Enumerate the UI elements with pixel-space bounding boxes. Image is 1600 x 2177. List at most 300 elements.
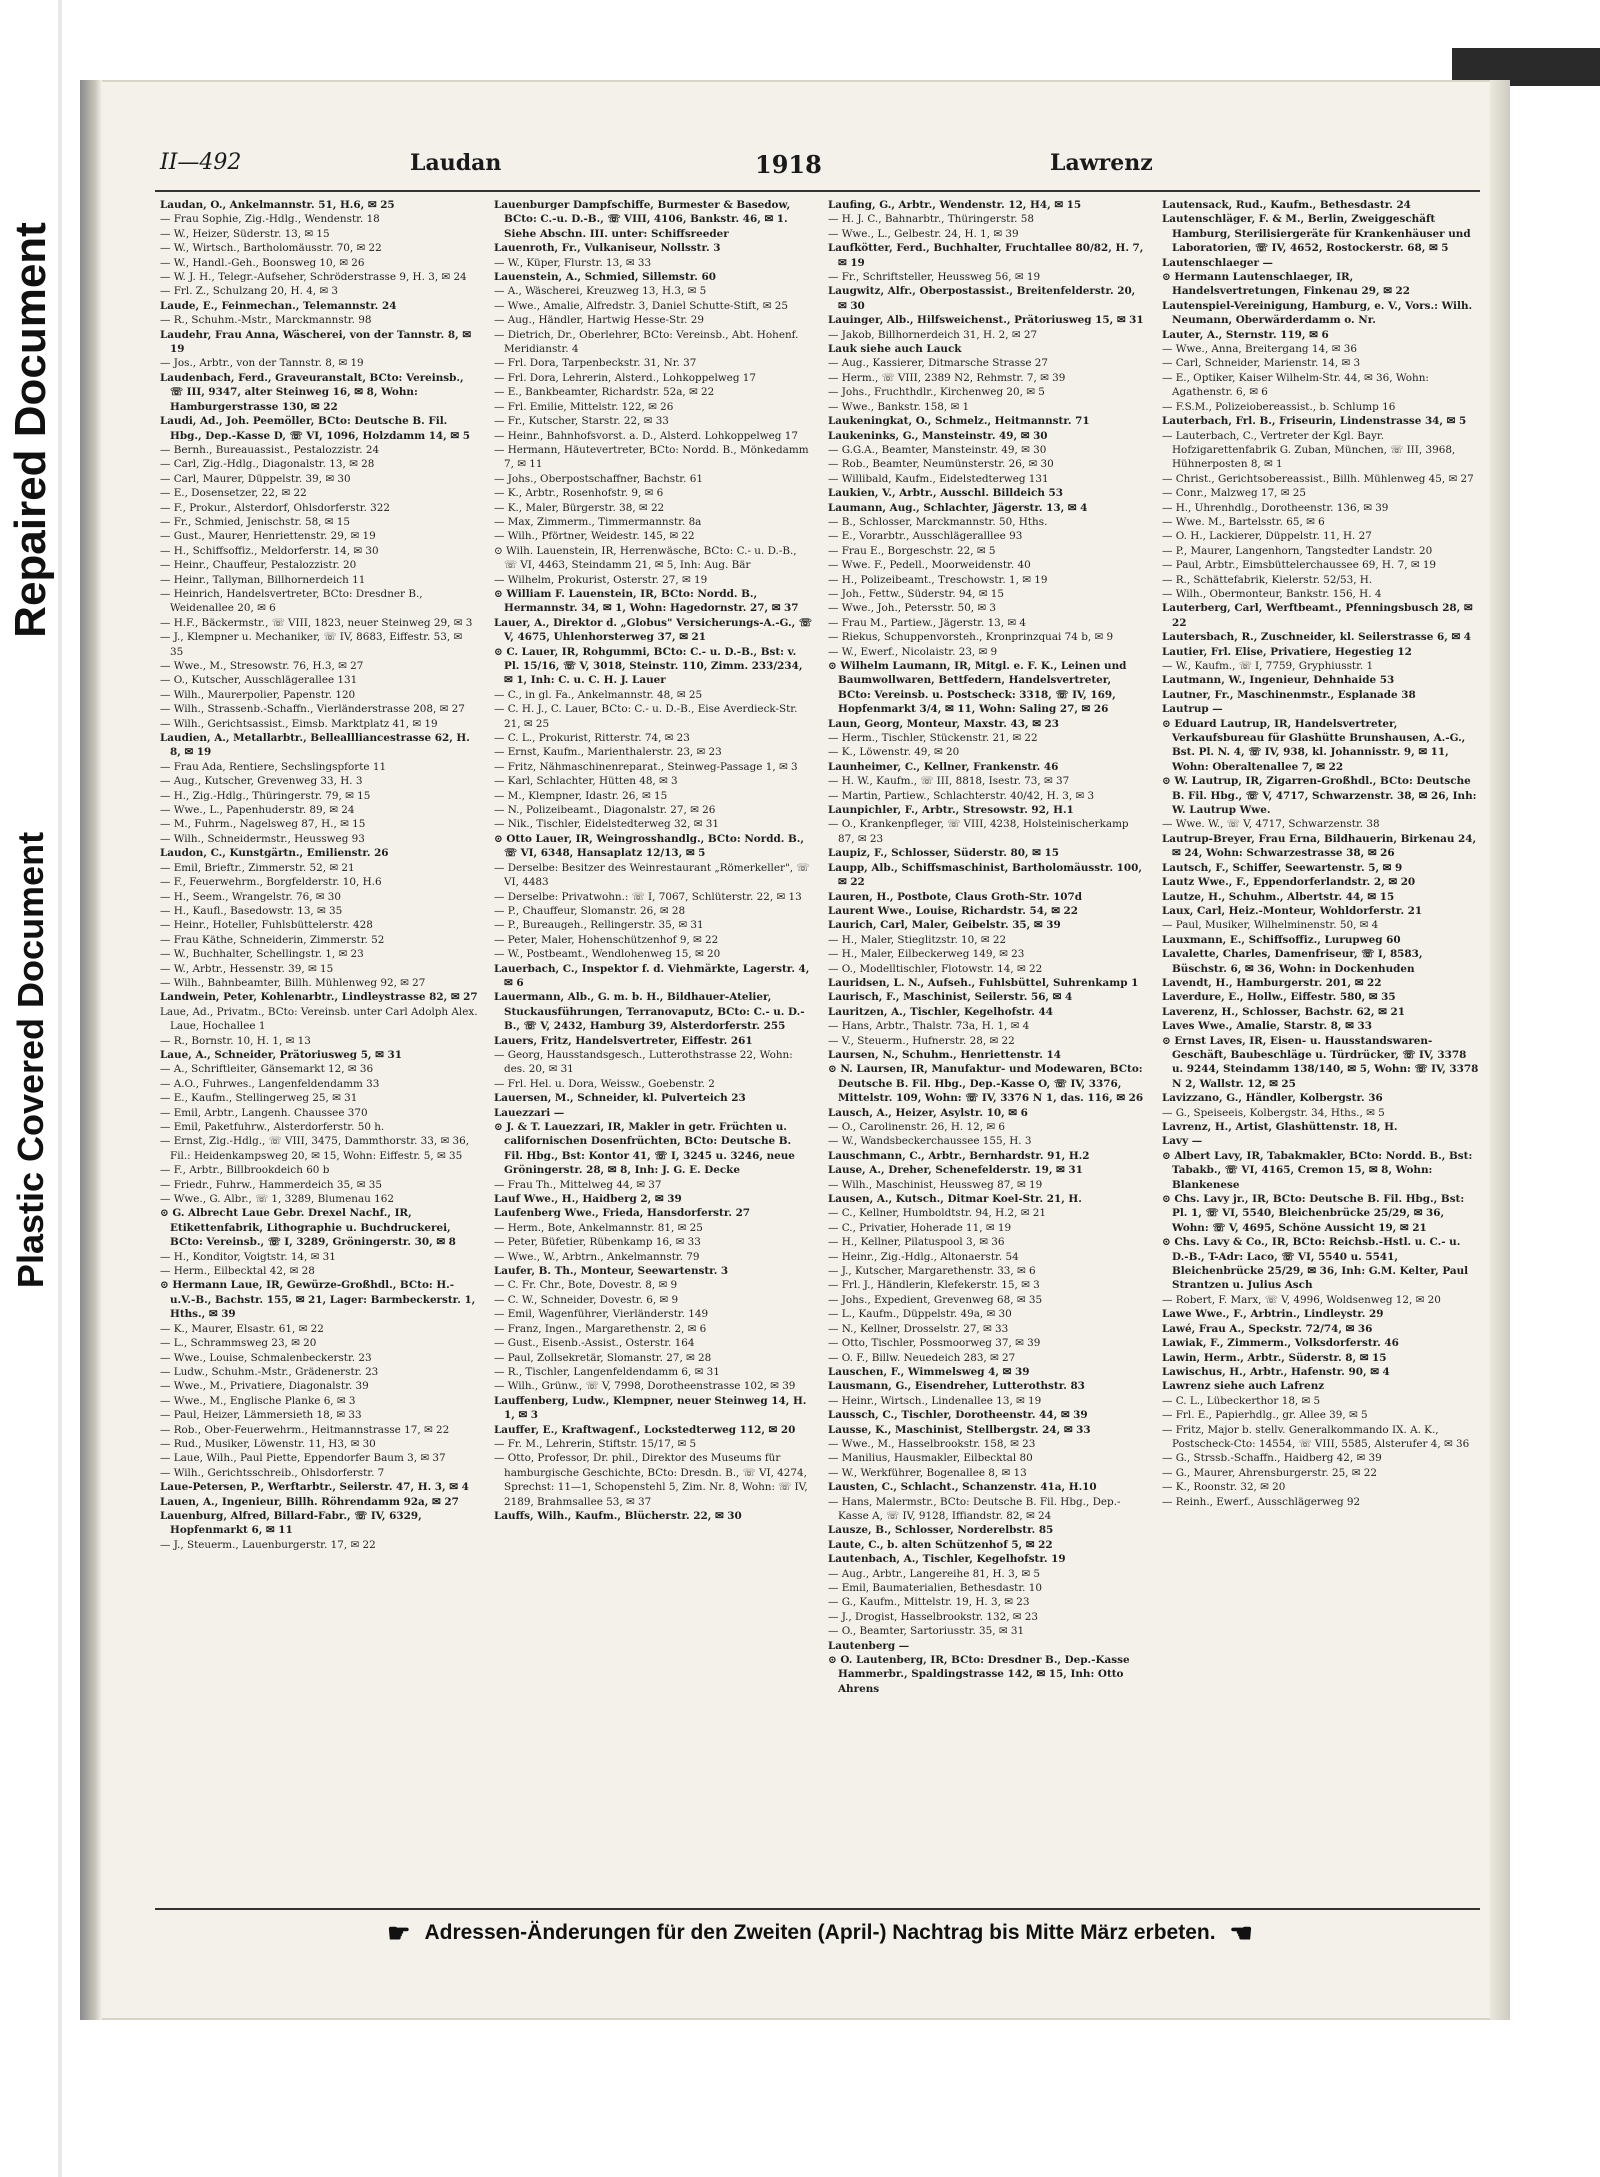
repaired-document-text: Repaired Document <box>6 222 56 638</box>
directory-entry: Laudi, Ad., Joh. Peemöller, BCto: Deutsche B. Fil. Hbg., Dep.-Kasse D, ☏ VI, 1096, Holzdamm 14, ✉ 5 <box>160 415 470 442</box>
directory-entry: Lautner, Fr., Maschinenmstr., Esplanade 38 <box>1162 688 1416 701</box>
directory-entry: ⊙ O. Lautenberg, IR, BCto: Dresdner B., Dep.-Kasse Hammerbr., Spaldingstrasse 142, ✉ 15, Inh: Otto Ahrens <box>828 1654 1130 1695</box>
directory-entry: — A., Wäscherei, Kreuzweg 13, H.3, ✉ 5 <box>494 285 707 298</box>
directory-entry: — Paul, Musiker, Wilhelminenstr. 50, ✉ 4 <box>1162 919 1379 932</box>
directory-entry: — Wwe., M., Englische Planke 6, ✉ 3 <box>160 1394 356 1407</box>
directory-entry: — H.F., Bäckermstr., ☏ VIII, 1823, neuer Steinweg 29, ✉ 3 <box>160 616 473 629</box>
directory-entry: — B., Schlosser, Marckmannstr. 50, Hths. <box>828 515 1048 528</box>
directory-entry: Lautz Wwe., F., Eppendorferlandstr. 2, ✉ 20 <box>1162 876 1416 889</box>
directory-entry: — Wwe., M., Stresowstr. 76, H.3, ✉ 27 <box>160 660 364 672</box>
directory-entry: Lautsch, F., Schiffer, Seewartenstr. 5, ✉ 9 <box>1162 861 1403 874</box>
directory-entry: — W. J. H., Telegr.-Aufseher, Schröderstrasse 9, H. 3, ✉ 24 <box>160 271 467 284</box>
directory-entry: ⊙ Albert Lavy, IR, Tabakmakler, BCto: Nordd. B., Bst: Tabakb., ☏ VI, 4165, Cremon 15, ✉ 8, Wohn: Blankenese <box>1162 1149 1473 1191</box>
directory-entry: — Frl. Hel. u. Dora, Weissw., Goebenstr. 2 <box>494 1077 715 1090</box>
directory-entry: — Emil, Wagenführer, Vierländerstr. 149 <box>494 1308 709 1321</box>
directory-entry: — Rud., Musiker, Löwenstr. 11, H3, ✉ 30 <box>160 1437 376 1450</box>
directory-entry: — J., Drogist, Hasselbrookstr. 132, ✉ 23 <box>828 1610 1039 1623</box>
directory-entry: Lavizzano, G., Händler, Kolbergstr. 36 <box>1162 1092 1383 1105</box>
directory-entry: Lautersbach, R., Zuschneider, kl. Seilerstrasse 6, ✉ 4 <box>1162 631 1472 644</box>
directory-entry: — Frau E., Borgeschstr. 22, ✉ 5 <box>828 544 996 557</box>
directory-entry: Lautrup-Breyer, Frau Erna, Bildhauerin, Birkenau 24, ✉ 24, Wohn: Schwarzestrasse 38, ✉ 26 <box>1162 832 1477 860</box>
directory-entry: — Manilius, Hausmakler, Eilbecktal 80 <box>828 1452 1033 1465</box>
directory-entry: — Gust., Maurer, Henriettenstr. 29, ✉ 19 <box>160 530 376 543</box>
directory-entry: — Carl, Maurer, Düppelstr. 39, ✉ 30 <box>160 472 351 485</box>
directory-entry: Laurent Wwe., Louise, Richardstr. 54, ✉ 22 <box>828 904 1078 917</box>
directory-entry: — Robert, F. Marx, ☏ V, 4996, Woldsenweg 12, ✉ 20 <box>1162 1293 1441 1306</box>
directory-entry: — Frau Th., Mittelweg 44, ✉ 37 <box>494 1178 662 1191</box>
directory-entry: — Frl. E., Papierhdlg., gr. Allee 39, ✉ 5 <box>1162 1409 1368 1422</box>
directory-entry: Lauenburger Dampfschiffe, Burmester & Basedow, BCto: C.-u. D.-B., ☏ VIII, 4106, Bankstr. 46, ✉ 1. Siehe Abschn. III. unter: Schiffsreeder <box>494 199 791 240</box>
directory-entry: — Frl. Emilie, Mittelstr. 122, ✉ 26 <box>494 400 674 413</box>
directory-entry: — Fritz, Nähmaschinenreparat., Steinweg-Passage 1, ✉ 3 <box>494 760 798 773</box>
directory-entry: — C. H. J., C. Lauer, BCto: C.- u. D.-B., Eise Averdieck-Str. 21, ✉ 25 <box>494 703 798 730</box>
directory-entry: — Wilh., Gerichtsschreib., Ohlsdorferstr. 7 <box>160 1466 385 1479</box>
directory-entry: — O., Beamter, Sartoriusstr. 35, ✉ 31 <box>828 1625 1025 1638</box>
directory-entry: ⊙ C. Lauer, IR, Rohgummi, BCto: C.- u. D.-B., Bst: v. Pl. 15/16, ☏ V, 3018, Steinstr. 110, Zimm. 233/234, ✉ 1, Inh: C. u. C. H. J. Lauer <box>494 645 803 687</box>
footer-notice-text: Adressen-Änderungen für den Zweiten (April-) Nachtrag bis Mitte März erbeten. <box>424 1921 1216 1944</box>
directory-entry: — Wilh., Obermonteur, Bankstr. 156, H. 4 <box>1162 587 1382 600</box>
directory-entry: — Fr. M., Lehrerin, Stiftstr. 15/17, ✉ 5 <box>494 1437 697 1450</box>
directory-entry: Laudien, A., Metallarbtr., Belleallliancestrasse 62, H. 8, ✉ 19 <box>160 732 470 759</box>
directory-entry: ⊙ W. Lautrup, IR, Zigarren-Großhdl., BCto: Deutsche B. Fil. Hbg., ☏ V, 4717, Schwarzenstr. 38, ✉ 26, Inh: W. Lautrup Wwe. <box>1162 775 1477 817</box>
directory-entry: — H., Konditor, Voigtstr. 14, ✉ 31 <box>160 1250 336 1263</box>
directory-entry: — Johs., Oberpostschaffner, Bachstr. 61 <box>494 472 703 485</box>
directory-entry: — Emil, Brieftr., Zimmerstr. 52, ✉ 21 <box>160 861 355 874</box>
directory-entry: — Wwe., Anna, Breitergang 14, ✉ 36 <box>1162 343 1357 356</box>
directory-entry: — Wwe., M., Hasselbrookstr. 158, ✉ 23 <box>828 1437 1036 1450</box>
directory-entry: — Nik., Tischler, Eidelstedterweg 32, ✉ 31 <box>494 818 720 831</box>
directory-entry: — Aug., Händler, Hartwig Hesse-Str. 29 <box>494 314 705 327</box>
directory-entry: — Christ., Gerichtsobereassist., Billh. Mühlenweg 45, ✉ 27 <box>1162 472 1474 485</box>
directory-entry: — Paul, Zollsekretär, Slomanstr. 27, ✉ 28 <box>494 1351 712 1364</box>
directory-entry: Lauridsen, L. N., Aufseh., Fuhlsbüttel, Suhrenkamp 1 <box>828 976 1139 989</box>
directory-entry: — M., Klempner, Idastr. 26, ✉ 15 <box>494 789 668 802</box>
directory-entry: — Heinrich, Handelsvertreter, BCto: Dresdner B., Weidenallee 20, ✉ 6 <box>160 587 423 615</box>
directory-entry: Laue, A., Schneider, Prätoriusweg 5, ✉ 31 <box>160 1048 402 1061</box>
directory-entry: — W., Werkführer, Bogenallee 8, ✉ 13 <box>828 1466 1027 1479</box>
directory-entry: Laves Wwe., Amalie, Starstr. 8, ✉ 33 <box>1162 1020 1372 1033</box>
directory-entry: — Wwe., Amalie, Alfredstr. 3, Daniel Schutte-Stift, ✉ 25 <box>494 299 788 312</box>
directory-entry: — R., Tischler, Langenfeldendamm 6, ✉ 31 <box>494 1365 720 1378</box>
directory-entry: Lautmann, W., Ingenieur, Dehnhaide 53 <box>1162 674 1395 687</box>
directory-entry: — Heinr., Chauffeur, Pestalozzistr. 20 <box>160 559 357 572</box>
directory-entry: — Ludw., Schuhm.-Mstr., Grädenerstr. 23 <box>160 1365 379 1378</box>
directory-entry: — G., Strssb.-Schaffn., Haidberg 42, ✉ 39 <box>1162 1452 1382 1465</box>
directory-entry: Lautrup — <box>1162 703 1223 716</box>
directory-entry: Lauenstein, A., Schmied, Sillemstr. 60 <box>494 271 716 284</box>
directory-entry: — Frl. Dora, Tarpenbeckstr. 31, Nr. 37 <box>494 357 697 370</box>
directory-entry: — Johs., Fruchthdlr., Kirchenweg 20, ✉ 5 <box>828 386 1045 399</box>
directory-entry: — Max, Zimmerm., Timmermannstr. 8a <box>494 515 702 528</box>
directory-entry: Laute, C., b. alten Schützenhof 5, ✉ 22 <box>828 1538 1053 1551</box>
directory-entry: — E., Dosensetzer, 22, ✉ 22 <box>160 487 307 500</box>
directory-entry: — Wilh., Maurerpolier, Papenstr. 120 <box>160 688 356 701</box>
directory-entry: — K., Roonstr. 32, ✉ 20 <box>1162 1481 1286 1494</box>
directory-entry: — Riekus, Schuppenvorsteh., Kronprinzquai 74 b, ✉ 9 <box>828 631 1114 644</box>
directory-entry: — Wilh., Gerichtsassist., Eimsb. Marktplatz 41, ✉ 19 <box>160 717 438 730</box>
directory-entry: — M., Fuhrm., Nagelsweg 87, H., ✉ 15 <box>160 818 366 831</box>
directory-entry: — C. L., Lübeckerthor 18, ✉ 5 <box>1162 1394 1321 1407</box>
directory-entry: — Frl. Z., Schulzang 20, H. 4, ✉ 3 <box>160 285 339 298</box>
directory-entry: — Frl. J., Händlerin, Klefekerstr. 15, ✉ 3 <box>828 1279 1040 1292</box>
directory-entry: — Fr., Schmied, Jenischstr. 58, ✉ 15 <box>160 515 351 528</box>
directory-entry: Lauffer, E., Kraftwagenf., Lockstedterweg 112, ✉ 20 <box>494 1423 796 1436</box>
directory-entry: Laude, E., Feinmechan., Telemannstr. 24 <box>160 299 397 312</box>
directory-entry: Lavalette, Charles, Damenfriseur, ☏ I, 8583, Büschstr. 6, ✉ 36, Wohn: in Dockenhuden <box>1162 948 1423 975</box>
directory-entry: — Martin, Partiew., Schlachterstr. 40/42, H. 3, ✉ 3 <box>828 789 1095 802</box>
directory-entry: — C. Fr. Chr., Bote, Dovestr. 8, ✉ 9 <box>494 1279 678 1292</box>
directory-entry: — O. F., Billw. Neuedeich 283, ✉ 27 <box>828 1351 1016 1364</box>
directory-entry: — Wilhelm, Prokurist, Osterstr. 27, ✉ 19 <box>494 573 708 586</box>
directory-entry: — F., Arbtr., Billbrookdeich 60 b <box>160 1164 330 1177</box>
directory-entry: — Otto, Tischler, Possmoorweg 37, ✉ 39 <box>828 1337 1041 1350</box>
column-3 <box>828 198 1146 1898</box>
directory-entry: Lawischus, H., Arbtr., Hafenstr. 90, ✉ 4 <box>1162 1365 1390 1378</box>
directory-entry: — Friedr., Fuhrw., Hammerdeich 35, ✉ 35 <box>160 1178 382 1191</box>
directory-entry: Lauenburg, Alfred, Billard-Fabr., ☏ IV, 6329, Hopfenmarkt 6, ✉ 11 <box>160 1509 422 1537</box>
directory-entry: Laupp, Alb., Schiffsmaschinist, Bartholomäusstr. 100, ✉ 22 <box>828 861 1142 889</box>
directory-entry: — C., Privatier, Hoherade 11, ✉ 19 <box>828 1221 1012 1234</box>
pointing-hand-right-icon: ☛ <box>387 1918 411 1948</box>
directory-entry: — Wwe., L., Gelbestr. 24, H. 1, ✉ 39 <box>828 227 1019 240</box>
directory-entry: — Wilh., Pförtner, Weidestr. 145, ✉ 22 <box>494 530 695 543</box>
directory-entry: — Aug., Arbtr., Langereihe 81, H. 3, ✉ 5 <box>828 1567 1040 1580</box>
directory-entry: — Wwe., G. Albr., ☏ 1, 3289, Blumenau 162 <box>160 1193 395 1206</box>
directory-entry: — Heinr., Tallyman, Billhornerdeich 11 <box>160 573 366 586</box>
directory-entry: — Gust., Eisenb.-Assist., Osterstr. 164 <box>494 1337 695 1350</box>
directory-entry: Lauxmann, E., Schiffsoffiz., Lurupweg 60 <box>1162 933 1401 946</box>
directory-entry: — Wilh., Maschinist, Heussweg 87, ✉ 19 <box>828 1178 1043 1191</box>
column-1 <box>160 198 478 1898</box>
directory-entry: — G., Speiseeis, Kolbergstr. 34, Hths., ✉ 5 <box>1162 1106 1385 1119</box>
directory-entry: Laux, Carl, Heiz.-Monteur, Wohldorferstr. 21 <box>1162 904 1423 917</box>
running-header <box>160 150 1480 184</box>
directory-entry: ⊙ Wilhelm Laumann, IR, Mitgl. e. F. K., Leinen und Baumwollwaren, Bettfedern, Handelsvertreter, BCto: Vereinsb. u. Postscheck: 3318, ☏ IV, 169, Hopfenmarkt 3/4, ✉ 11, Wohn: Saling 27, ✉ 26 <box>828 660 1127 716</box>
directory-entry: — Otto, Professor, Dr. phil., Direktor des Museums für hamburgische Geschichte, BCto: Dresdn. B., ☏ VI, 4274, Sprechst: 11—1, Schopenstehl 5, Zim. Nr. 8, Wohn: ☏ IV, 2189, Brahmsallee 53, ✉ 37 <box>494 1452 808 1508</box>
directory-entry: — Heinr., Wirtsch., Lindenallee 13, ✉ 19 <box>828 1394 1042 1407</box>
directory-entry: — Wwe., Joh., Petersstr. 50, ✉ 3 <box>828 602 997 615</box>
directory-entry: Lauermann, Alb., G. m. b. H., Bildhauer-Atelier, Stuckausführungen, Terranovaputz, BCto: C.- u. D.-B., ☏ V, 2432, Hamburg 39, Alsterdorferstr. 255 <box>494 991 805 1033</box>
directory-entry: Lautenschlaeger — <box>1162 256 1273 269</box>
directory-columns <box>160 198 1480 1898</box>
directory-entry: — K., Maler, Bürgerstr. 38, ✉ 22 <box>494 501 665 514</box>
directory-entry: — O., Kutscher, Ausschlägerallee 131 <box>160 674 358 687</box>
directory-entry: Lawin, Herm., Arbtr., Süderstr. 8, ✉ 15 <box>1162 1351 1387 1364</box>
directory-entry: — Georg, Hausstandsgesch., Lutterothstrasse 22, Wohn: des. 20, ✉ 31 <box>494 1048 793 1076</box>
directory-entry: Lautenspiel-Vereinigung, Hamburg, e. V., Vors.: Wilh. Neumann, Oberwärderdamm o. Nr. <box>1162 299 1473 327</box>
directory-entry: — H., Maler, Stieglitzstr. 10, ✉ 22 <box>828 933 1007 946</box>
directory-entry: Laufenberg Wwe., Frieda, Hansdorferstr. 27 <box>494 1207 751 1220</box>
directory-entry: ⊙ Hermann Lautenschlaeger, IR, Handelsvertretungen, Finkenau 29, ✉ 22 <box>1162 271 1410 298</box>
directory-entry: Lauterberg, Carl, Werftbeamt., Pfenningsbusch 28, ✉ 22 <box>1162 602 1473 629</box>
directory-entry: — Ernst, Kaufm., Marienthalerstr. 23, ✉ 23 <box>494 746 722 759</box>
directory-entry: — E., Vorarbtr., Ausschlägeralllee 93 <box>828 530 1023 543</box>
directory-entry: Laurich, Carl, Maler, Geibelstr. 35, ✉ 39 <box>828 919 1061 932</box>
page-right-edge <box>1490 80 1510 2020</box>
directory-entry: Laverenz, H., Schlosser, Bachstr. 62, ✉ 21 <box>1162 1005 1405 1018</box>
directory-entry: — K., Löwenstr. 49, ✉ 20 <box>828 746 960 759</box>
directory-entry: — F.S.M., Polizeiobereassist., b. Schlump 16 <box>1162 400 1396 413</box>
directory-entry: — Carl, Schneider, Marienstr. 14, ✉ 3 <box>1162 357 1361 370</box>
directory-entry: Laukien, V., Arbtr., Ausschl. Billdeich 53 <box>828 487 1063 500</box>
directory-entry: Lauren, H., Postbote, Claus Groth-Str. 107d <box>828 890 1083 903</box>
directory-entry: — L., Schrammsweg 23, ✉ 20 <box>160 1337 317 1350</box>
directory-entry: — Frau Käthe, Schneiderin, Zimmerstr. 52 <box>160 933 385 946</box>
directory-entry: — W., Handl.-Geh., Boonsweg 10, ✉ 26 <box>160 256 365 269</box>
directory-entry: Laue-Petersen, P., Werftarbtr., Seilerstr. 47, H. 3, ✉ 4 <box>160 1481 469 1494</box>
directory-entry: — Hermann, Häutevertreter, BCto: Nordd. B., Mönkedamm 7, ✉ 11 <box>494 443 809 471</box>
directory-entry: Laudehr, Frau Anna, Wäscherei, von der Tannstr. 8, ✉ 19 <box>160 328 472 356</box>
directory-entry: — J., Klempner u. Mechaniker, ☏ IV, 8683, Eiffestr. 53, ✉ 35 <box>160 631 463 658</box>
directory-entry: — Derselbe: Besitzer des Weinrestaurant „Römerkeller", ☏ VI, 4483 <box>494 861 810 889</box>
directory-entry: ⊙ G. Albrecht Laue Gebr. Drexel Nachf., IR, Etikettenfabrik, Lithographie u. Buchdruckerei, BCto: Vereinsb., ☏ I, 3289, Gröningerstr. 30, ✉ 8 <box>160 1207 456 1249</box>
directory-entry: Laukeninks, G., Mansteinstr. 49, ✉ 30 <box>828 429 1048 442</box>
book-spine-shadow <box>80 80 102 2020</box>
directory-entry: — K., Maurer, Elsastr. 61, ✉ 22 <box>160 1322 324 1335</box>
directory-entry: Lautier, Frl. Elise, Privatiere, Hegestieg 12 <box>1162 645 1412 658</box>
directory-entry: — Fritz, Major b. stellv. Generalkommando IX. A. K., Postscheck-Cto: 14554, ☏ VIII, 5585, Alsterufer 4, ✉ 36 <box>1162 1423 1470 1450</box>
directory-entry: Lausten, C., Schlacht., Schanzenstr. 41a, H.10 <box>828 1481 1097 1494</box>
directory-entry: — Rob., Beamter, Neumünsterstr. 26, ✉ 30 <box>828 458 1054 471</box>
directory-entry: — R., Schuhm.-Mstr., Marckmannstr. 98 <box>160 314 372 327</box>
directory-entry: ⊙ Hermann Laue, IR, Gewürze-Großhdl., BCto: H.-u.V.-B., Bachstr. 155, ✉ 21, Lager: Barmbeckerstr. 1, Hths., ✉ 39 <box>160 1279 476 1321</box>
directory-entry: Lauenroth, Fr., Vulkaniseur, Nollsstr. 3 <box>494 242 721 255</box>
directory-entry: Launpichler, F., Arbtr., Stresowstr. 92, H.1 <box>828 804 1074 817</box>
column-2 <box>494 198 812 1898</box>
directory-entry: Laue, Ad., Privatm., BCto: Vereinsb. unter Carl Adolph Alex. Laue, Hochallee 1 <box>160 1005 478 1033</box>
directory-entry: — Hans, Malermstr., BCto: Deutsche B. Fil. Hbg., Dep.-Kasse A, ☏ IV, 9128, Iffiandstr. 82, ✉ 24 <box>828 1495 1121 1522</box>
directory-entry: — Wwe. F., Pedell., Moorweidenstr. 40 <box>828 559 1031 572</box>
directory-entry: — G., Maurer, Ahrensburgerstr. 25, ✉ 22 <box>1162 1466 1378 1479</box>
directory-entry: — C. L., Prokurist, Ritterstr. 74, ✉ 23 <box>494 732 690 745</box>
directory-entry: — W., Arbtr., Hessenstr. 39, ✉ 15 <box>160 962 334 975</box>
directory-entry: — O., Krankenpfleger, ☏ VIII, 4238, Holsteinischerkamp 87, ✉ 23 <box>828 818 1129 845</box>
footer-rule <box>155 1908 1480 1910</box>
directory-entry: — W., Wirtsch., Bartholomäusstr. 70, ✉ 22 <box>160 242 382 255</box>
directory-entry: Lawé, Frau A., Speckstr. 72/74, ✉ 36 <box>1162 1322 1373 1335</box>
directory-entry: Laukeningkat, O., Schmelz., Heitmannstr. 71 <box>828 415 1090 428</box>
directory-entry: — E., Optiker, Kaiser Wilhelm-Str. 44, ✉ 36, Wohn: Agathenstr. 6, ✉ 6 <box>1162 371 1429 399</box>
directory-entry: — R., Bornstr. 10, H. 1, ✉ 13 <box>160 1034 311 1047</box>
directory-entry: — Emil, Baumaterialien, Bethesdastr. 10 <box>828 1582 1042 1594</box>
directory-entry: — Conr., Malzweg 17, ✉ 25 <box>1162 487 1307 500</box>
header-last-word: Lawrenz <box>1050 150 1153 176</box>
directory-entry: — Herm., Bote, Ankelmannstr. 81, ✉ 25 <box>494 1221 703 1234</box>
directory-entry: Laudan, O., Ankelmannstr. 51, H.6, ✉ 25 <box>160 199 395 211</box>
directory-entry: Laugwitz, Alfr., Oberpostassist., Breitenfelderstr. 20, ✉ 30 <box>828 285 1136 312</box>
repaired-document-label <box>8 170 54 690</box>
directory-entry: — Wwe., L., Papenhuderstr. 89, ✉ 24 <box>160 804 355 817</box>
header-year: 1918 <box>755 150 822 179</box>
directory-entry: — O., Modelltischler, Flotowstr. 14, ✉ 22 <box>828 962 1043 975</box>
directory-entry: Lauschen, F., Wimmelsweg 4, ✉ 39 <box>828 1365 1030 1378</box>
directory-entry: — Rob., Ober-Feuerwehrm., Heitmannstrasse 17, ✉ 22 <box>160 1423 450 1436</box>
directory-entry: — H., Polizeibeamt., Treschowstr. 1, ✉ 19 <box>828 573 1048 586</box>
directory-entry: — W., Postbeamt., Wendlohenweg 15, ✉ 20 <box>494 948 721 961</box>
directory-entry: — A., Schriftleiter, Gänsemarkt 12, ✉ 36 <box>160 1063 374 1076</box>
directory-entry: Lauffenberg, Ludw., Klempner, neuer Steinweg 14, H. 1, ✉ 3 <box>494 1394 807 1422</box>
directory-entry: Lause, A., Dreher, Schenefelderstr. 19, ✉ 31 <box>828 1164 1083 1177</box>
directory-entry: Laursen, N., Schuhm., Henriettenstr. 14 <box>828 1048 1061 1061</box>
directory-entry: — W., Kaufm., ☏ I, 7759, Gryphiusstr. 1 <box>1162 660 1374 672</box>
directory-entry: — P., Bureaugeh., Rellingerstr. 35, ✉ 31 <box>494 919 704 932</box>
directory-entry: ⊙ Ernst Laves, IR, Eisen- u. Hausstandswaren-Geschäft, Baubeschläge u. Türdrücker, ☏ IV, 3378 u. 9244, Steindamm 138/140, ✉ 5, Wohn: ☏ IV, 3378 N 2, Wallstr. 12, ✉ 25 <box>1162 1034 1479 1090</box>
pointing-hand-left-icon: ☚ <box>1229 1918 1253 1948</box>
directory-entry: — N., Kellner, Drosselstr. 27, ✉ 33 <box>828 1322 1009 1335</box>
directory-entry: — E., Bankbeamter, Richardstr. 52a, ✉ 22 <box>494 386 715 399</box>
directory-entry: Lauen, A., Ingenieur, Billh. Röhrendamm 92a, ✉ 27 <box>160 1495 459 1508</box>
directory-entry: — W., Küper, Flurstr. 13, ✉ 33 <box>494 256 652 269</box>
directory-entry: ⊙ William F. Lauenstein, IR, BCto: Nordd. B., Hermannstr. 34, ✉ 1, Wohn: Hagedornstr. 27, ✉ 37 <box>494 587 799 615</box>
directory-entry: — Laue, Wilh., Paul Piette, Eppendorfer Baum 3, ✉ 37 <box>160 1452 446 1465</box>
directory-entry: — Peter, Maler, Hohenschützenhof 9, ✉ 22 <box>494 933 719 946</box>
directory-entry: — Wwe., W., Arbtrn., Ankelmannstr. 79 <box>494 1250 700 1263</box>
directory-entry: Lauter, A., Sternstr. 119, ✉ 6 <box>1162 328 1329 341</box>
directory-entry: — Wwe., M., Privatiere, Diagonalstr. 39 <box>160 1380 369 1393</box>
directory-entry: — Franz, Ingen., Margarethenstr. 2, ✉ 6 <box>494 1322 707 1335</box>
directory-entry: — H., Schiffsoffiz., Meldorferstr. 14, ✉ 30 <box>160 544 379 557</box>
directory-entry: ⊙ Chs. Lavy jr., IR, BCto: Deutsche B. Fil. Hbg., Bst: Pl. 1, ☏ VI, 5540, Bleichenbrücke 25/29, ✉ 36, Wohn: ☏ V, 4695, Schöne Aussicht 19, ✉ 21 <box>1162 1193 1465 1234</box>
directory-entry: — Heinr., Bahnhofsvorst. a. D., Alsterd. Lohkoppelweg 17 <box>494 429 798 442</box>
directory-entry: Lauffs, Wilh., Kaufm., Blücherstr. 22, ✉ 30 <box>494 1509 742 1522</box>
directory-entry: — Reinh., Ewerf., Ausschlägerweg 92 <box>1162 1495 1361 1508</box>
directory-entry: — W., Wandsbeckerchaussee 155, H. 3 <box>828 1135 1032 1148</box>
directory-entry: ⊙ Wilh. Lauenstein, IR, Herrenwäsche, BCto: C.- u. D.-B., ☏ VI, 4463, Steindamm 21, ✉ 5, Inh: Aug. Bär <box>494 544 797 572</box>
directory-entry: — Willibald, Kaufm., Eidelstedterweg 131 <box>828 472 1049 485</box>
directory-entry: — G., Kaufm., Mittelstr. 19, H. 3, ✉ 23 <box>828 1596 1030 1609</box>
directory-entry: — R., Schättefabrik, Kielerstr. 52/53, H. <box>1162 573 1373 586</box>
plastic-covered-document-text: Plastic Covered Document <box>10 831 52 1289</box>
directory-entry: — O., Carolinenstr. 26, H. 12, ✉ 6 <box>828 1121 1005 1133</box>
directory-entry: — Derselbe: Privatwohn.: ☏ I, 7067, Schlüterstr. 22, ✉ 13 <box>494 890 802 903</box>
directory-entry: — H., Kaufl., Basedowstr. 13, ✉ 35 <box>160 904 343 917</box>
directory-entry: — Herm., ☏ VIII, 2389 N2, Rehmstr. 7, ✉ 39 <box>828 371 1066 384</box>
directory-entry: — Frau Ada, Rentiere, Sechslingspforte 11 <box>160 760 387 773</box>
directory-entry: — Heinr., Hoteller, Fuhlsbüttelerstr. 428 <box>160 919 373 932</box>
directory-entry: — W., Heizer, Süderstr. 13, ✉ 15 <box>160 227 330 240</box>
directory-entry: Laufer, B. Th., Monteur, Seewartenstr. 3 <box>494 1265 729 1278</box>
directory-entry: — C., in gl. Fa., Ankelmannstr. 48, ✉ 25 <box>494 688 703 701</box>
directory-entry: — Jakob, Billhornerdeich 31, H. 2, ✉ 27 <box>828 328 1038 341</box>
directory-entry: — Wilh., Strassenb.-Schaffn., Vierländerstrasse 208, ✉ 27 <box>160 703 465 716</box>
plastic-covered-document-label <box>8 780 54 1340</box>
directory-entry: — P., Maurer, Langenhorn, Tangstedter Landstr. 20 <box>1162 544 1433 557</box>
directory-entry: Laupiz, F., Schlosser, Süderstr. 80, ✉ 15 <box>828 847 1059 860</box>
directory-entry: Lautenberg — <box>828 1639 910 1652</box>
header-first-word: Laudan <box>410 150 502 176</box>
directory-entry: — Frl. Dora, Lehrerin, Alsterd., Lohkoppelweg 17 <box>494 371 757 384</box>
directory-entry: Lauezzari — <box>494 1106 565 1119</box>
directory-entry: — C. W., Schneider, Dovestr. 6, ✉ 9 <box>494 1293 679 1306</box>
directory-entry: Lavy — <box>1162 1135 1203 1148</box>
directory-entry: — L., Kaufm., Düppelstr. 49a, ✉ 30 <box>828 1308 1012 1321</box>
directory-entry: — H., Maler, Eilbeckerweg 149, ✉ 23 <box>828 948 1025 961</box>
directory-entry: — J., Steuerm., Lauenburgerstr. 17, ✉ 22 <box>160 1538 376 1551</box>
directory-entry: — H. J. C., Bahnarbtr., Thüringerstr. 58 <box>828 213 1034 226</box>
directory-entry: Lauterbach, Frl. B., Friseurin, Lindenstrasse 34, ✉ 5 <box>1162 415 1467 428</box>
directory-entry: — Emil, Arbtr., Langenh. Chaussee 370 <box>160 1106 368 1119</box>
directory-entry: — F., Feuerwehrm., Borgfelderstr. 10, H.6 <box>160 876 382 889</box>
directory-entry: ⊙ J. & T. Lauezzari, IR, Makler in getr. Früchten u. californischen Dosenfrüchten, BCto: Deutsche B. Fil. Hbg., Bst: Kontor 41, ☏ I, 3245 u. 3246, neue Gröningerstr. 28, ✉ 8, Inh: J. G. E. Decke <box>494 1121 795 1177</box>
directory-entry: Lautensack, Rud., Kaufm., Bethesdastr. 24 <box>1162 199 1411 211</box>
directory-entry: — Heinr., Zig.-Hdlg., Altonaerstr. 54 <box>828 1250 1019 1263</box>
directory-entry: Laurisch, F., Maschinist, Seilerstr. 56, ✉ 4 <box>828 991 1073 1004</box>
directory-entry: — G.G.A., Beamter, Mansteinstr. 49, ✉ 30 <box>828 443 1047 456</box>
directory-entry: — W., Buchhalter, Schellingstr. 1, ✉ 23 <box>160 948 364 961</box>
directory-entry: ⊙ Chs. Lavy & Co., IR, BCto: Reichsb.-Hstl. u. C.- u. D.-B., T-Adr: Laco, ☏ VI, 5540 u. 5541, Bleichenbrücke 25/29, ✉ 36, Inh: G.M. Kelter, Paul Strantzen u. Julius Asch <box>1162 1236 1469 1292</box>
directory-entry: Lauerbach, C., Inspektor f. d. Viehmärkte, Lagerstr. 4, ✉ 6 <box>494 962 810 989</box>
directory-entry: — K., Arbtr., Rosenhofstr. 9, ✉ 6 <box>494 487 664 500</box>
directory-entry: — P., Chauffeur, Slomanstr. 26, ✉ 28 <box>494 904 686 917</box>
directory-entry: — Fr., Kutscher, Starstr. 22, ✉ 33 <box>494 415 669 428</box>
directory-entry: — Paul, Arbtr., Eimsbüttelerchaussee 69, H. 7, ✉ 19 <box>1162 559 1437 572</box>
directory-entry: — Bernh., Bureauassist., Pestalozzistr. 24 <box>160 443 380 456</box>
directory-entry: — Wilh., Grünw., ☏ V, 7998, Dorotheenstrasse 102, ✉ 39 <box>494 1380 796 1393</box>
directory-entry: — Herm., Eilbecktal 42, ✉ 28 <box>160 1265 315 1278</box>
directory-entry: Lausen, A., Kutsch., Ditmar Koel-Str. 21, H. <box>828 1193 1082 1206</box>
directory-entry: Lawe Wwe., F., Arbtrin., Lindleystr. 29 <box>1162 1308 1384 1321</box>
directory-entry: — Wilh., Bahnbeamter, Billh. Mühlenweg 92, ✉ 27 <box>160 976 426 989</box>
directory-entry: Lauk siehe auch Lauck <box>828 343 962 356</box>
directory-entry: — H., Seem., Wrangelstr. 76, ✉ 30 <box>160 890 342 903</box>
directory-entry: Lausse, K., Maschinist, Stellbergstr. 24, ✉ 33 <box>828 1423 1091 1436</box>
directory-entry: — H., Zig.-Hdlg., Thüringerstr. 79, ✉ 15 <box>160 789 371 802</box>
directory-entry: — J., Kutscher, Margarethenstr. 33, ✉ 6 <box>828 1265 1036 1278</box>
directory-entry: — Aug., Kutscher, Grevenweg 33, H. 3 <box>160 775 363 788</box>
directory-entry: Laverdure, E., Hollw., Eiffestr. 580, ✉ 35 <box>1162 991 1396 1004</box>
directory-entry: Lausch, A., Heizer, Asylstr. 10, ✉ 6 <box>828 1106 1028 1119</box>
directory-entry: — Emil, Paketfuhrw., Alsterdorferstr. 50 h. <box>160 1121 385 1133</box>
directory-entry: — H. W., Kaufm., ☏ III, 8818, Isestr. 73, ✉ 37 <box>828 775 1070 788</box>
directory-entry: Lawiak, F., Zimmerm., Volksdorferstr. 46 <box>1162 1337 1399 1350</box>
footer-notice <box>160 1916 1480 1950</box>
directory-entry: Lauers, Fritz, Handelsvertreter, Eiffestr. 261 <box>494 1034 753 1047</box>
directory-entry: Lautenschläger, F. & M., Berlin, Zweiggeschäft Hamburg, Sterilisiergeräte für Krankenhäuser und Laboratorien, ☏ IV, 4652, Rostockerstr. 68, ✉ 5 <box>1162 213 1471 255</box>
directory-entry: — N., Polizeibeamt., Diagonalstr. 27, ✉ 26 <box>494 804 716 817</box>
directory-entry: — Wilh., Schneidermstr., Heussweg 93 <box>160 832 365 845</box>
directory-entry: — Johs., Expedient, Grevenweg 68, ✉ 35 <box>828 1293 1043 1306</box>
directory-entry: — Wwe. W., ☏ V, 4717, Schwarzenstr. 38 <box>1162 818 1380 831</box>
directory-entry: — Herm., Tischler, Stückenstr. 21, ✉ 22 <box>828 732 1038 745</box>
directory-entry: — Carl, Zig.-Hdlg., Diagonalstr. 13, ✉ 28 <box>160 458 375 471</box>
directory-entry: Lautenbach, A., Tischler, Kegelhofstr. 19 <box>828 1553 1066 1566</box>
directory-entry: — Joh., Fettw., Süderstr. 94, ✉ 15 <box>828 587 1004 600</box>
directory-entry: Lausmann, G., Eisendreher, Lutterothstr. 83 <box>828 1380 1085 1393</box>
directory-entry: — C., Kellner, Humboldtstr. 94, H.2, ✉ 21 <box>828 1207 1046 1220</box>
directory-entry: — H., Uhrenhdlg., Dorotheenstr. 136, ✉ 39 <box>1162 501 1389 514</box>
directory-entry: Laudenbach, Ferd., Graveuranstalt, BCto: Vereinsb., ☏ III, 9347, alter Steinweg 16, ✉ 8, Wohn: Hamburgerstrasse 130, ✉ 22 <box>160 371 464 413</box>
directory-entry: Lausze, B., Schlosser, Norderelbstr. 85 <box>828 1524 1054 1537</box>
directory-entry: Lavrenz, H., Artist, Glashüttenstr. 18, H. <box>1162 1121 1398 1133</box>
directory-entry: ⊙ Eduard Lautrup, IR, Handelsvertreter, Verkaufsbureau für Glashütte Brunshausen, A.-G., Bst. Pl. N. 4, ☏ IV, 938, kl. Johannisstr. 9, ✉ 11, Wohn: Oberaltenallee 7, ✉ 22 <box>1162 717 1466 773</box>
directory-entry: — Peter, Büfetier, Rübenkamp 16, ✉ 33 <box>494 1236 701 1249</box>
directory-entry: — Hans, Arbtr., Thalstr. 73a, H. 1, ✉ 4 <box>828 1020 1030 1033</box>
directory-entry: Laufkötter, Ferd., Buchhalter, Fruchtallee 80/82, H. 7, ✉ 19 <box>828 242 1144 269</box>
directory-entry: — Lauterbach, C., Vertreter der Kgl. Bayr. Hofzigarettenfabrik G. Zuban, München, ☏ III, 3968, Hühnerposten 8, ✉ 1 <box>1162 429 1456 471</box>
strip-divider <box>58 0 62 2177</box>
directory-entry: Laumann, Aug., Schlachter, Jägerstr. 13, ✉ 4 <box>828 501 1088 514</box>
directory-entry: Lawrenz siehe auch Lafrenz <box>1162 1380 1325 1393</box>
directory-entry: — Ernst, Zig.-Hdlg., ☏ VIII, 3475, Dammthorstr. 33, ✉ 36, Fil.: Heidenkampsweg 20, ✉ 15, Wohn: Eiffestr. 5, ✉ 35 <box>160 1135 470 1162</box>
directory-entry: — Wwe. M., Bartelsstr. 65, ✉ 6 <box>1162 515 1325 528</box>
directory-entry: Lauf Wwe., H., Haidberg 2, ✉ 39 <box>494 1193 682 1206</box>
directory-entry: Launheimer, C., Kellner, Frankenstr. 46 <box>828 760 1059 773</box>
directory-entry: — Wwe., Louise, Schmalenbeckerstr. 23 <box>160 1351 372 1364</box>
directory-entry: — E., Kaufm., Stellingerweg 25, ✉ 31 <box>160 1092 358 1105</box>
directory-entry: — Frau Sophie, Zig.-Hdlg., Wendenstr. 18 <box>160 213 380 226</box>
directory-entry: — V., Steuerm., Hufnerstr. 28, ✉ 22 <box>828 1034 1015 1047</box>
directory-entry: — Aug., Kassierer, Ditmarsche Strasse 27 <box>828 357 1049 370</box>
